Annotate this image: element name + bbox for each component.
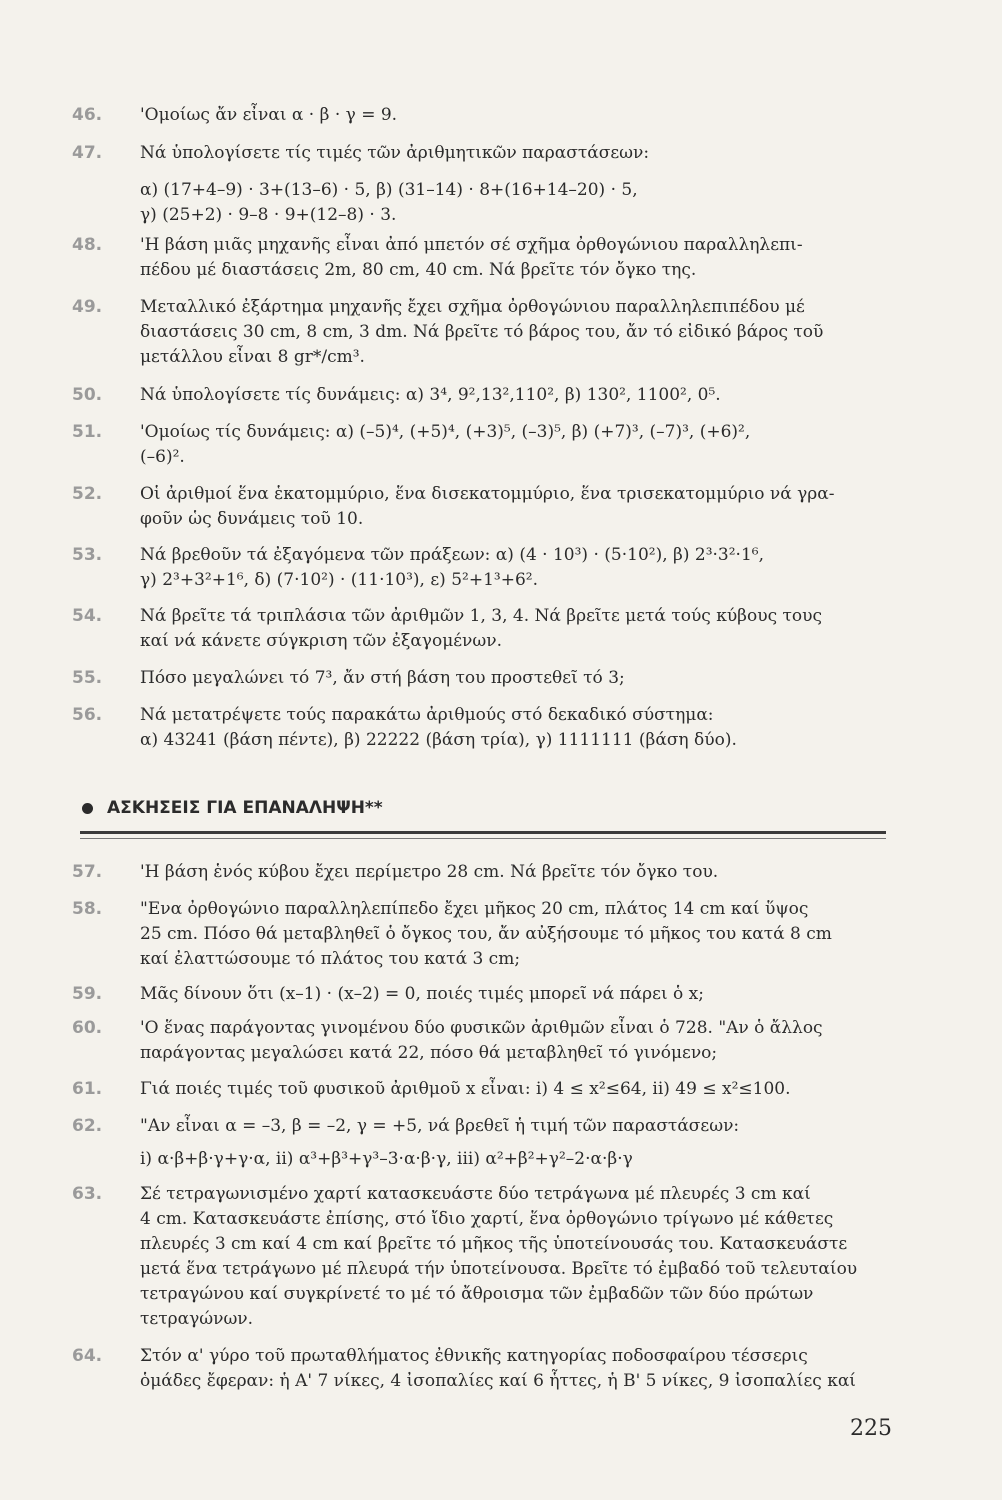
exercise-text: γ) 2³+3²+1⁶, δ) (7·10²) · (11·10³), ε) 5²+1³+6². <box>140 570 538 590</box>
exercise-number: 59. <box>72 984 103 1004</box>
bullet-icon <box>82 803 93 814</box>
exercise-50 <box>72 383 902 408</box>
exercise-text: (–6)². <box>140 447 185 467</box>
exercise-text: μετά ἕνα τετράγωνο μέ πλευρά τήν ὑποτείνουσα. Βρεῖτε τό ἐμβαδό τοῦ τελευταίου <box>140 1259 858 1279</box>
exercise-62 <box>72 1114 902 1172</box>
exercise-text: Σέ τετραγωνισμένο χαρτί κατασκευάστε δύο τετράγωνα μέ πλευρές 3 cm καί <box>140 1184 811 1204</box>
exercise-63 <box>72 1182 902 1332</box>
exercise-text: 25 cm. Πόσο θά μεταβληθεῖ ὁ ὄγκος του, ἄν αὐξήσουμε τό μῆκος του κατά 8 cm <box>140 924 832 944</box>
exercise-text: μετάλλου εἶναι 8 gr*/cm³. <box>140 347 365 367</box>
exercise-54 <box>72 604 902 654</box>
exercise-text: Μᾶς δίνουν ὅτι (x–1) · (x–2) = 0, ποιές τιμές μπορεῖ νά πάρει ὁ x; <box>140 984 704 1004</box>
exercise-text: 'Ομοίως ἄν εἶναι α · β · γ = 9. <box>140 105 398 125</box>
exercise-number: 63. <box>72 1184 103 1204</box>
exercise-text: Μεταλλικό ἐξάρτημα μηχανῆς ἔχει σχῆμα ὀρθογώνιου παραλληλεπιπέδου μέ <box>140 297 805 317</box>
exercise-58 <box>72 897 902 972</box>
exercise-text: Νά μετατρέψετε τούς παρακάτω ἀριθμούς στό δεκαδικό σύστημα: <box>140 705 714 725</box>
exercise-number: 64. <box>72 1346 103 1366</box>
exercise-64 <box>72 1344 902 1394</box>
exercise-48 <box>72 233 902 283</box>
exercise-text: i) α·β+β·γ+γ·α, ii) α³+β³+γ³–3·α·β·γ, iii) α²+β²+γ²–2·α·β·γ <box>140 1149 633 1169</box>
exercise-text: φοῦν ὡς δυνάμεις τοῦ 10. <box>140 509 364 529</box>
exercise-text: "Ενα ὀρθογώνιο παραλληλεπίπεδο ἔχει μῆκος 20 cm, πλάτος 14 cm καί ὕψος <box>140 899 809 919</box>
page-number: 225 <box>850 1416 892 1441</box>
section-rule-thin <box>80 838 886 839</box>
exercise-text: Νά ὑπολογίσετε τίς δυνάμεις: α) 3⁴, 9²,13²,110², β) 130², 1100², 0⁵. <box>140 385 721 405</box>
exercise-text: καί νά κάνετε σύγκριση τῶν ἐξαγομένων. <box>140 631 502 651</box>
exercise-number: 53. <box>72 545 103 565</box>
exercise-text: Νά βρεθοῦν τά ἐξαγόμενα τῶν πράξεων: α) (4 · 10³) · (5·10²), β) 2³·3²·1⁶, <box>140 545 764 565</box>
exercise-text: γ) (25+2) · 9–8 · 9+(12–8) · 3. <box>140 205 397 225</box>
exercise-text: Οἱ ἀριθμοί ἕνα ἑκατομμύριο, ἕνα δισεκατομμύριο, ἕνα τρισεκατομμύριο νά γρα- <box>140 484 835 504</box>
exercise-number: 58. <box>72 899 103 919</box>
exercise-text: τετραγώνων. <box>140 1309 254 1329</box>
exercise-text: Γιά ποιές τιμές τοῦ φυσικοῦ ἀριθμοῦ x εἶναι: i) 4 ≤ x²≤64, ii) 49 ≤ x²≤100. <box>140 1079 791 1099</box>
exercise-text: Στόν α' γύρο τοῦ πρωταθλήματος ἐθνικῆς κατηγορίας ποδοσφαίρου τέσσερις <box>140 1346 808 1366</box>
exercise-text: 'Ο ἕνας παράγοντας γινομένου δύο φυσικῶν ἀριθμῶν εἶναι ὁ 728. "Αν ὁ ἄλλος <box>140 1018 823 1038</box>
exercise-text: 'Η βάση ἑνός κύβου ἔχει περίμετρο 28 cm. Νά βρεῖτε τόν ὄγκο του. <box>140 862 719 882</box>
exercise-text: 4 cm. Κατασκευάστε ἐπίσης, στό ἴδιο χαρτί, ἕνα ὀρθογώνιο τρίγωνο μέ κάθετες <box>140 1209 834 1229</box>
exercise-49 <box>72 295 902 370</box>
exercise-60 <box>72 1016 902 1066</box>
exercise-53 <box>72 543 902 593</box>
exercise-59 <box>72 982 902 1007</box>
exercise-text: διαστάσεις 30 cm, 8 cm, 3 dm. Νά βρεῖτε τό βάρος του, ἄν τό εἰδικό βάρος τοῦ <box>140 322 824 342</box>
exercise-text: ὁμάδες ἔφεραν: ἡ Α' 7 νίκες, 4 ἰσοπαλίες καί 6 ἧττες, ἡ Β' 5 νίκες, 9 ἰσοπαλίες καί <box>140 1371 856 1391</box>
exercise-text: α) (17+4–9) · 3+(13–6) · 5, β) (31–14) · 8+(16+14–20) · 5, <box>140 180 638 200</box>
exercise-text: Νά βρεῖτε τά τριπλάσια τῶν ἀριθμῶν 1, 3, 4. Νά βρεῖτε μετά τούς κύβους τους <box>140 606 822 626</box>
exercise-61 <box>72 1077 902 1102</box>
exercise-55 <box>72 666 902 691</box>
exercise-number: 55. <box>72 668 103 688</box>
exercise-text: α) 43241 (βάση πέντε), β) 22222 (βάση τρία), γ) 1111111 (βάση δύο). <box>140 730 737 750</box>
section-title: ΑΣΚΗΣΕΙΣ ΓΙΑ ΕΠΑΝΑΛΗΨΗ** <box>107 798 383 818</box>
exercise-number: 46. <box>72 105 103 125</box>
exercise-number: 56. <box>72 705 103 725</box>
exercise-text: παράγοντας μεγαλώσει κατά 22, πόσο θά μεταβληθεῖ τό γινόμενο; <box>140 1043 718 1063</box>
exercise-number: 54. <box>72 606 103 626</box>
exercise-text: "Αν εἶναι α = –3, β = –2, γ = +5, νά βρεθεῖ ἡ τιμή τῶν παραστάσεων: <box>140 1116 740 1136</box>
exercise-number: 48. <box>72 235 103 255</box>
exercise-number: 50. <box>72 385 103 405</box>
exercise-text: πέδου μέ διαστάσεις 2m, 80 cm, 40 cm. Νά βρεῖτε τόν ὄγκο της. <box>140 260 697 280</box>
exercise-text: καί ἐλαττώσουμε τό πλάτος του κατά 3 cm; <box>140 949 521 969</box>
exercise-56 <box>72 703 902 753</box>
exercise-number: 57. <box>72 862 103 882</box>
exercise-text: 'Η βάση μιᾶς μηχανῆς εἶναι ἀπό μπετόν σέ σχῆμα ὀρθογώνιου παραλληλεπι- <box>140 235 803 255</box>
exercise-number: 49. <box>72 297 103 317</box>
exercise-number: 61. <box>72 1079 103 1099</box>
exercise-number: 52. <box>72 484 103 504</box>
exercise-number: 51. <box>72 422 103 442</box>
exercise-text: πλευρές 3 cm καί 4 cm καί βρεῖτε τό μῆκος τῆς ὑποτείνουσάς του. Κατασκευάστε <box>140 1234 848 1254</box>
exercise-46 <box>72 103 902 128</box>
exercise-57 <box>72 860 902 885</box>
exercise-text: Νά ὑπολογίσετε τίς τιμές τῶν ἀριθμητικῶν παραστάσεων: <box>140 143 650 163</box>
section-heading <box>82 798 383 818</box>
exercise-number: 60. <box>72 1018 103 1038</box>
exercise-number: 62. <box>72 1116 103 1136</box>
exercise-51 <box>72 420 902 470</box>
exercise-text: Πόσο μεγαλώνει τό 7³, ἄν στή βάση του προστεθεῖ τό 3; <box>140 668 625 688</box>
exercise-number: 47. <box>72 143 103 163</box>
exercise-52 <box>72 482 902 532</box>
section-rule <box>80 831 886 834</box>
exercise-text: 'Ομοίως τίς δυνάμεις: α) (–5)⁴, (+5)⁴, (+3)⁵, (–3)⁵, β) (+7)³, (–7)³, (+6)², <box>140 422 751 442</box>
exercise-text: τετραγώνου καί συγκρίνετέ το μέ τό ἄθροισμα τῶν ἐμβαδῶν τῶν δύο πρώτων <box>140 1284 814 1304</box>
exercise-47 <box>72 141 902 228</box>
